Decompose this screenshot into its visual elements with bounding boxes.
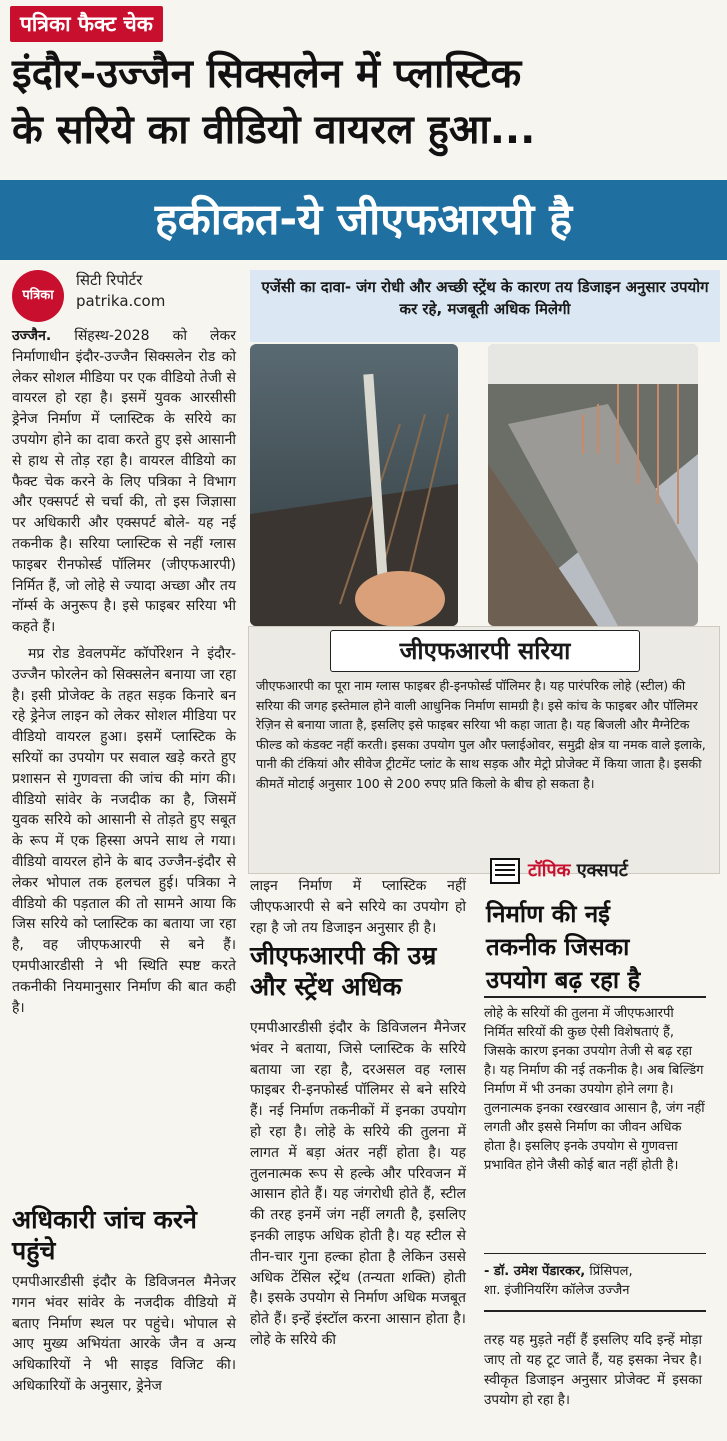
subheading-gfrp-strength: जीएफआरपी की उम्र और स्ट्रेंथ अधिक [250, 941, 437, 1001]
headline-line-1: इंदौर-उज्जैन सिक्सलेन में प्लास्टिक [12, 51, 522, 97]
dateline: उज्जैन. [12, 328, 52, 344]
divider [484, 996, 706, 998]
expert-heading: निर्माण की नई तकनीक जिसका उपयोग बढ़ रहा है [486, 900, 641, 994]
article-column-1 [12, 326, 236, 1018]
expert-label: एक्सपर्ट [570, 860, 628, 881]
col2-paragraph-2: एमपीआरडीसी इंदौर के डिविजलन मैनेजर भंवर ने बताया, जिसे प्लास्टिक के सरिये बताया जा रहा है, दरअसल वह ग्लास फाइबर री-इनफोर्स्ड पॉलिमर से बने सरिये हैं। नई निर्माण तकनीकों में इनका उपयोग हो रहा है। लोहे के सरिये की तुलना में लागत में बड़ा अंतर नहीं होता है। यह तुलनात्मक रूप से हल्के और परिवजन में आसान होते हैं। यह जंगरोधी होते हैं, स्टील की तरह इनमें जंग नहीं लगती है, इसलिए इनकी लाइफ अधिक होती है। यह स्टील से तीन-चार गुना हल्का होता है लेकिन उससे अधिक टेंसिल स्ट्रेंथ (तन्यता शक्ति) होती है। इसके उपयोग से निर्माण अधिक मजबूत होते हैं। इन्हें इंस्टॉल करना आसान होता है। लोहे के सरिये की [250, 1020, 466, 1348]
photo-drain-construction [488, 344, 698, 626]
col1-paragraph-1: सिंहस्थ-2028 को लेकर निर्माणाधीन इंदौर-उज्जैन सिक्सलेन रोड को लेकर सोशल मीडिया पर एक वीडियो तेजी से वायरल हो रहा है। इसमें युवक आरसीसी ड्रेनेज निर्माण में प्लास्टिक के सरिये का उपयोग होने का दावा करते हुए इसे आसानी से हाथ से तोड़ रहा है। वायरल वीडियो का फैक्ट चेक करने के लिए पत्रिका ने विभाग और एक्सपर्ट से चर्चा की, तो इस जिज्ञासा पर अधिकारी और एक्सपर्ट बोले- यह नई तकनीक है। सरिया प्लास्टिक से नहीं ग्लास फाइबर रीनफोर्स्ड पॉलिमर (जीएफआरपी) निर्मित हैं, जो लोहे से ज्यादा अच्छा और तय नॉर्म्स के अनुरूप है। इसे फाइबर सरिया भी कहते हैं। [12, 328, 236, 636]
gfrp-box-title: जीएफआरपी सरिया [330, 630, 640, 672]
col3-paragraph: तरह यह मुड़ते नहीं हैं इसलिए यदि इन्हें मोड़ा जाए तो यह टूट जाते हैं, यह इसका नेचर है। स्वीकृत डिजाइन अनुसार प्रोजेक्ट में इसका उपयोग हो रहा है। [484, 1332, 702, 1408]
subheading-officials: अधिकारी जांच करने पहुंचे [12, 1205, 197, 1265]
col2-paragraph-1: लाइन निर्माण में प्लास्टिक नहीं जीएफआरपी से बने सरिये का उपयोग हो रहा है जो तय डिजाइन अनुसार ही है। [250, 878, 466, 936]
agency-claim: एजेंसी का दावा- जंग रोधी और अच्छी स्ट्रेंथ के कारण तय डिजाइन अनुसार उपयोग कर रहे, मजबूती अधिक मिलेगी [250, 270, 720, 342]
headline-line-2: के सरिये का वीडियो वायरल हुआ... [12, 107, 536, 153]
byline-site: patrika.com [76, 292, 166, 310]
expert-credit [484, 1262, 714, 1300]
topic-label: टॉपिक [528, 860, 571, 881]
topic-expert-label [528, 858, 628, 884]
patrika-logo: पत्रिका [12, 270, 64, 322]
gfrp-box-text: जीएफआरपी का पूरा नाम ग्लास फाइबर ही-इनफोर्स्ड पॉलिमर है। यह पारंपरिक लोहे (स्टील) की सरिया की जगह इस्तेमाल होने वाली आधुनिक निर्माण सामग्री है। इसे कांच के फाइबर और पॉलिमर रेज़िन से बनाया जाता है, इसलिए इसे फाइबर सरिया भी कहा जाता है। यह बिजली और मैग्नेटिक फील्ड को कंडक्ट नहीं करती। इसका उपयोग पुल और फ्लाईओवर, समुद्री क्षेत्र या नमक वाले इलाके, पानी की टंकियां और सीवेज ट्रीटमेंट प्लांट के साथ सड़क और मेट्रो प्रोजेक्ट में किया जाता है। इसकी कीमतें मोटाई अनुसार 100 से 200 रुपए प्रति किलो के बीच हो सकता है। [256, 678, 706, 791]
divider [484, 1310, 706, 1312]
byline-reporter: सिटी रिपोर्टर [76, 271, 143, 289]
banner-reality: हकीकत-ये जीएफआरपी है [0, 180, 727, 260]
byline [76, 270, 165, 312]
col1-paragraph-3: एमपीआरडीसी इंदौर के डिविजनल मैनेजर गगन भंवर सांवेर के नजदीक वीडियो में बताए निर्माण स्थल पर पहुंचे। भोपाल से आए मुख्य अभियंता आरके जैन व अन्य अधिकारियों ने भी साइड विजिट की। अधिकारियों के अनुसार, ड्रेनेज [12, 1274, 236, 1394]
expert-name: - डॉ. उमेश पेंडारकर, [484, 1264, 586, 1279]
expert-quote: लोहे के सरियों की तुलना में जीएफआरपी निर्मित सरियों की कुछ ऐसी विशेषताएं हैं, जिसके कारण इनका उपयोग तेजी से बढ़ रहा है। यह निर्माण की नई तकनीक है। अब बिल्डिंग निर्माण में भी उनका उपयोग होने लगा है। तुलनात्मक इनका रखरखाव आसान है, जंग नहीं लगती और इससे निर्माण का जीवन अधिक होता है। इसलिए इनके उपयोग से गुणवत्ता प्रभावित होने जैसी कोई बात नहीं होती है। [484, 1006, 705, 1173]
newspaper-icon [490, 858, 520, 884]
col1-paragraph-2: मप्र रोड डेवलपमेंट कॉर्पोरेशन ने इंदौर-उज्जैन फोरलेन को सिक्सलेन बनाया जा रहा है। इसी प्रोजेक्ट के तहत सड़क किनारे बन रहे ड्रेनेज लाइन को लेकर सोशल मीडिया पर वीडियो वायरल हुआ। इसमें प्लास्टिक के सरियों का उपयोग पर सवाल खड़े करते हुए प्रशासन से गुणवत्ता की जांच की मांग की। वीडियो सांवेर के नजदीक का है, जिसमें युवक सरिये को आसानी से तोड़ते हुए सबूत के रूप में एक हिस्सा अपने साथ ले गया। वीडियो वायरल होने के बाद उज्जैन-इंदौर से लेकर भोपाल तक हलचल हुई। पत्रिका ने वीडियो की पड़ताल की तो सामने आया कि जिस सरिये को प्लास्टिक का बताया जा रहा है, वह जीएफआरपी से बने हैं। एमपीआरडीसी ने भी स्थिति स्पष्ट करते तकनीकी नियमानुसार निर्माण की बात कही है। [12, 645, 236, 1016]
expert-role: प्रिंसिपल, [585, 1264, 633, 1279]
divider [484, 1253, 706, 1254]
expert-org: शा. इंजीनियरिंग कॉलेज उज्जैन [484, 1283, 630, 1298]
photo-broken-rod [250, 344, 458, 626]
fact-check-kicker: पत्रिका फैक्ट चेक [10, 6, 163, 42]
